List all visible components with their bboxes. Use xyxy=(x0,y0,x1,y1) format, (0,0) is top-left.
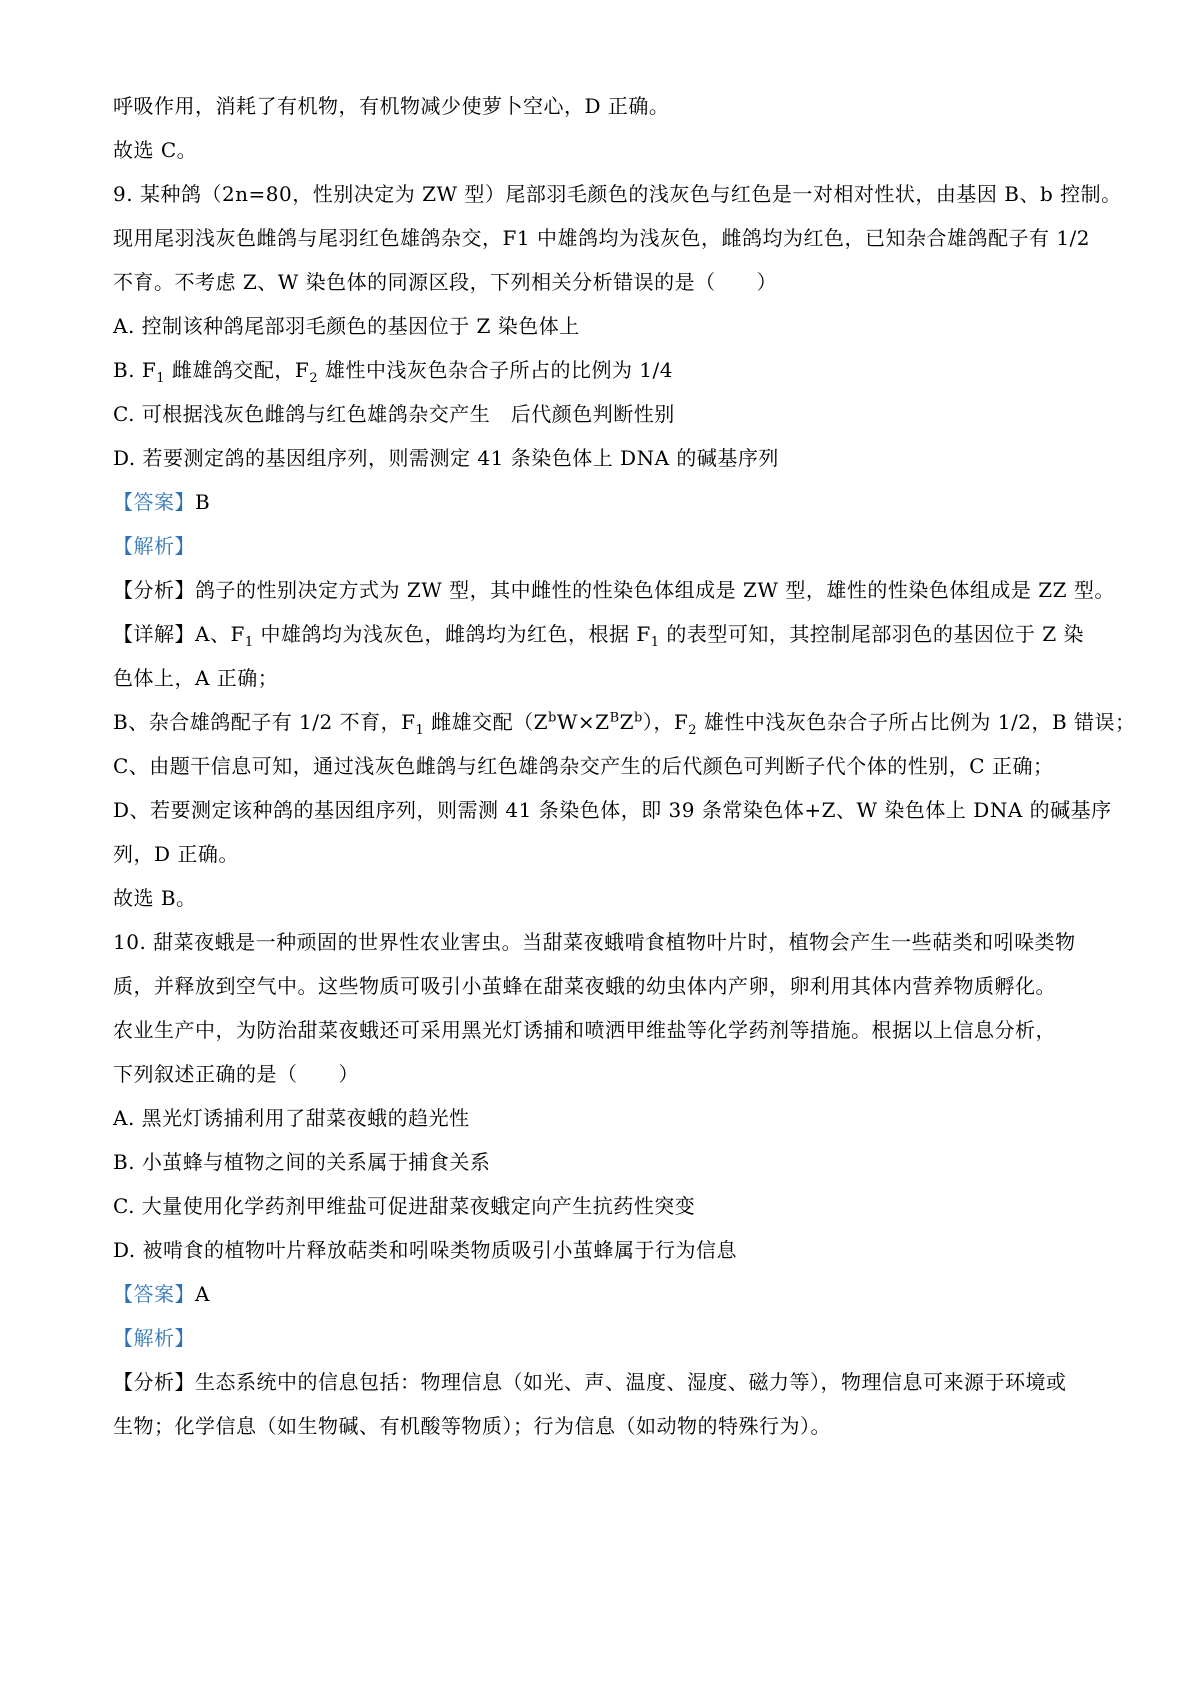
answer-line: 【答案】A xyxy=(113,1282,210,1306)
text-line: 呼吸作用，消耗了有机物，有机物减少使萝卜空心，D 正确。 xyxy=(113,94,670,118)
option-b: B. 小茧蜂与植物之间的关系属于捕食关系 xyxy=(113,1150,491,1174)
option-c: C. 大量使用化学药剂甲维盐可促进甜菜夜蛾定向产生抗药性突变 xyxy=(113,1194,696,1218)
option-d: D. 若要测定鸽的基因组序列，则需测定 41 条染色体上 DNA 的碱基序列 xyxy=(113,446,779,470)
text-line: 生物；化学信息（如生物碱、有机酸等物质）；行为信息（如动物的特殊行为）。 xyxy=(113,1414,831,1438)
analysis-line: 【分析】鸽子的性别决定方式为 ZW 型，其中雌性的性染色体组成是 ZW 型，雄性的性染色体组成是 ZZ 型。 xyxy=(113,578,1115,602)
question-9-stem: 9. 某种鸽（2n=80，性别决定为 ZW 型）尾部羽毛颜色的浅灰色与红色是一对相对性状，由基因 B、b 控制。 xyxy=(113,182,1122,206)
text-line: 列，D 正确。 xyxy=(113,842,239,866)
text-line: 农业生产中，为防治甜菜夜蛾还可采用黑光灯诱捕和喷洒甲维盐等化学药剂等措施。根据以上信息分析， xyxy=(113,1018,1056,1042)
option-d: D. 被啃食的植物叶片释放萜类和吲哚类物质吸引小茧蜂属于行为信息 xyxy=(113,1238,738,1262)
text-line: 质，并释放到空气中。这些物质可吸引小茧蜂在甜菜夜蛾的幼虫体内产卵，卵利用其体内营养物质孵化。 xyxy=(113,974,1056,998)
detail-b-line: B、杂合雄鸽配子有 1/2 不育，$F_1$ 雌雄交配$(Z^bW\times Z^BZ^b)$，$F_2$ 雄性中浅灰色杂合子所占比例为 1/2，B 错误； xyxy=(113,710,1136,738)
text-line: 不育。不考虑 Z、W 染色体的同源区段，下列相关分析错误的是（ ） xyxy=(113,270,778,294)
option-a: A. 控制该种鸽尾部羽毛颜色的基因位于 Z 染色体上 xyxy=(113,314,580,338)
text-line: 现用尾羽浅灰色雌鸽与尾羽红色雄鸽杂交，F1 中雄鸽均为浅灰色，雌鸽均为红色，已知杂合雄鸽配子有 1/2 xyxy=(113,226,1091,250)
text-line: 故选 B。 xyxy=(113,886,197,910)
answer-line: 【答案】B xyxy=(113,490,211,514)
text-line: 故选 C。 xyxy=(113,138,198,162)
text-line: 下列叙述正确的是（ ） xyxy=(113,1062,359,1086)
text-line: 色体上，A 正确； xyxy=(113,666,279,690)
option-c: C. 可根据浅灰色雌鸽与红色雄鸽杂交产生 后代颜色判断性别 xyxy=(113,402,675,426)
option-b: B. $F_1$ 雌雄鸽交配，$F_2$ 雄性中浅灰色杂合子所占的比例为 1/4 xyxy=(113,358,673,386)
answer-label: 【答案】 xyxy=(113,1282,195,1306)
analysis-line: 【分析】生态系统中的信息包括：物理信息（如光、声、温度、湿度、磁力等），物理信息可来源于环境或 xyxy=(113,1370,1067,1394)
detail-line: 【详解】A、$F_1$ 中雄鸽均为浅灰色，雌鸽均为红色，根据 $F_1$ 的表型可知，其控制尾部羽色的基因位于 Z 染 xyxy=(113,622,1084,650)
option-a: A. 黑光灯诱捕利用了甜菜夜蛾的趋光性 xyxy=(113,1106,470,1130)
jiexi-label: 【解析】 xyxy=(113,534,195,558)
jiexi-label: 【解析】 xyxy=(113,1326,195,1350)
text-line: C、由题干信息可知，通过浅灰色雌鸽与红色雄鸽杂交产生的后代颜色可判断子代个体的性别，C 正确； xyxy=(113,754,1054,778)
text-line: D、若要测定该种鸽的基因组序列，则需测 41 条染色体，即 39 条常染色体+Z、W 染色体上 DNA 的碱基序 xyxy=(113,798,1112,822)
question-10-stem: 10. 甜菜夜蛾是一种顽固的世界性农业害虫。当甜菜夜蛾啃食植物叶片时，植物会产生一些萜类和吲哚类物 xyxy=(113,930,1076,954)
answer-label: 【答案】 xyxy=(113,490,195,514)
